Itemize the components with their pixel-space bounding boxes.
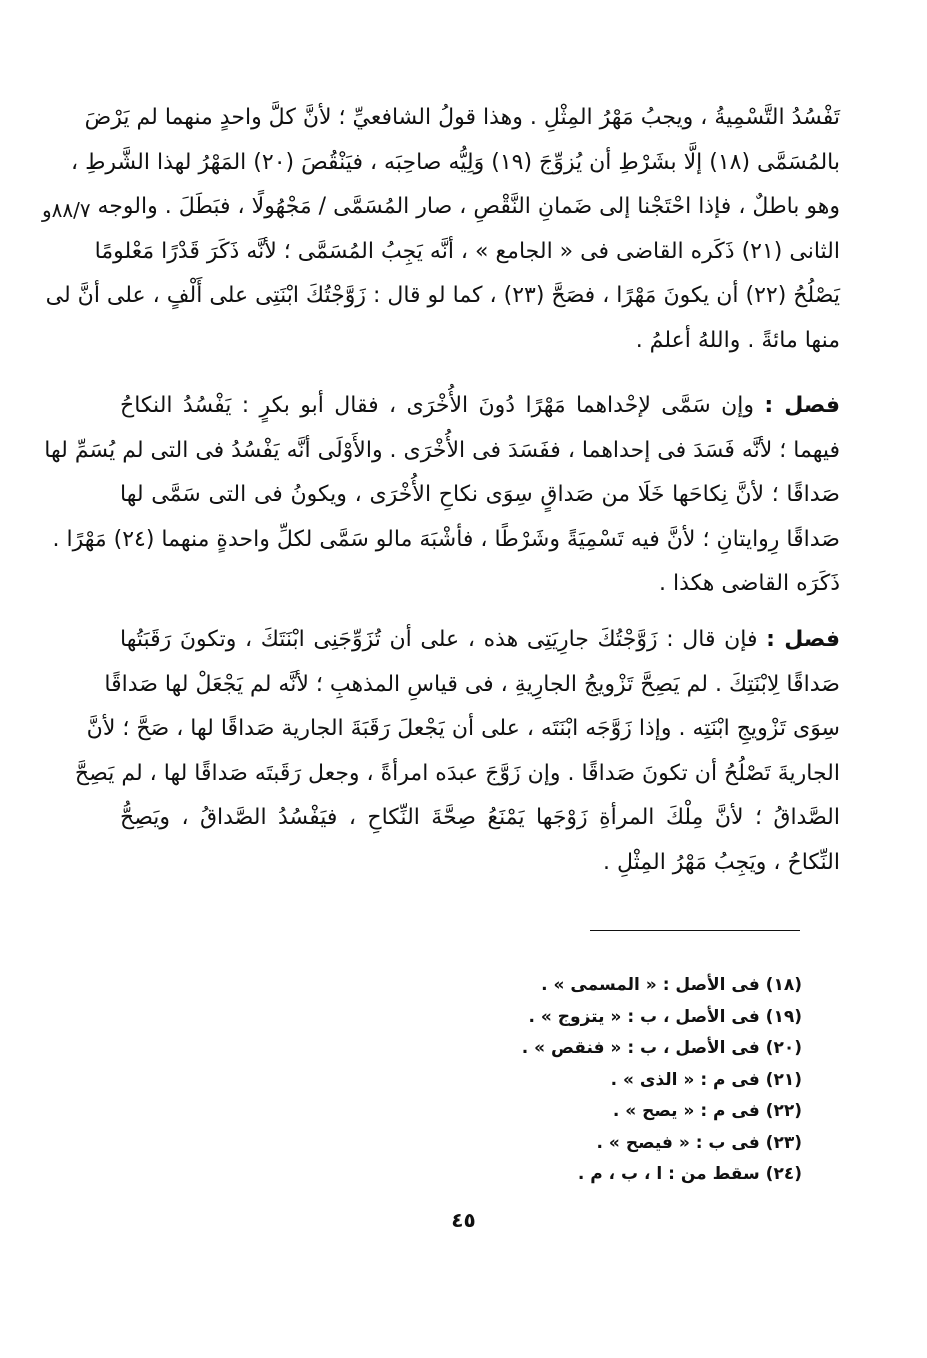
text-line-with-heading xyxy=(120,618,840,663)
section-heading: فصل : xyxy=(764,393,840,418)
margin-folio-reference: ٨٨/٧و xyxy=(42,198,91,222)
text-line: النِّكاحُ ، ويَجِبُ مَهْرُ المِثْلِ . xyxy=(602,849,840,875)
footnote: (١٨) فى الأصل : « المسمى » . xyxy=(541,975,802,995)
text-line: صَداقًا لِابْنَتِكَ . لم يَصِحَّ تَزْويجُ الجارِيةِ ، فى قياسِ المذهبِ ؛ لأنَّه لم يَجْعَلْ لها صَداقًا xyxy=(104,671,840,697)
text-line: تَفْسُدُ التَّسْمِيةُ ، ويجبُ مَهْرُ المِثْلِ . وهذا قولُ الشافعيِّ ؛ لأنَّ كلَّ واحدٍ منهما لم يَرْضَ xyxy=(84,105,840,130)
text-line-with-heading xyxy=(120,384,840,429)
text-line: الجاريةَ تَصْلُحُ أن تكونَ صَداقًا . وإن زَوَّجَ عبدَه امرأةً ، وجعل رَقَبتَه صَداقًا لها ، لم يَصِحَّ xyxy=(74,760,840,786)
text-line: بالمُسَمَّى (١٨) إلَّا بشَرْطِ أن يُزوِّجَ (١٩) وَلِيُّه صاحِبَه ، فيَنْقُصَ (٢٠) المَهْرُ لهذا الشَّرطِ ، xyxy=(70,149,840,175)
text-line: يَصْلُحُ (٢٢) أن يكونَ مَهْرًا ، فصَحَّ (٢٣) ، كما لو قال : زَوَّجْتُكَ ابْنَتِى على أَلْفٍ ، على أنَّ لى xyxy=(45,283,840,308)
footnote: (٢٣) فى ب : « فيصح » . xyxy=(596,1132,802,1153)
text-line: فإن قال : زَوَّجْتُكَ جارِيَتِى هذه ، على أن تُزَوِّجَنِى ابْنَتَكَ ، وتكونَ رَقَبَتُها xyxy=(120,627,758,652)
text-line: فيهما ؛ لأنَّه فَسَدَ فى إحداهما ، ففَسَدَ فى الأُخْرَى . والأَوْلَى أنَّه يَفْسُدُ فى التى لم يُسَمِّ لها xyxy=(44,437,840,463)
footnote-separator xyxy=(590,930,800,931)
text-line: منها مائةً . واللهُ أعلمُ . xyxy=(635,327,840,353)
paragraph-2 xyxy=(44,384,840,607)
footnote: (٢٠) فى الأصل ، ب : « فنقص » . xyxy=(521,1038,802,1058)
text-line: صَداقًا رِوايتانِ ؛ لأنَّ فيه تَسْمِيَةً وشَرْطًا ، فأشْبَهَ مالو سَمَّى لكلِّ واحدةٍ منهما (٢٤) مَهْرًا . xyxy=(52,526,840,552)
text-line: الصَّداقُ ؛ لأنَّ مِلْكَ المرأةِ زَوْجَها يَمْنَعُ صِحَّةَ النِّكاحِ ، فيَفْسُدُ الصَّداقُ ، ويَصِحُّ xyxy=(120,805,840,830)
text-line: الثانى (٢١) ذَكَره القاضى فى « الجامع » ، أنَّه يَجِبُ المُسَمَّى ؛ لأنَّه ذَكَرَ قَدْرًا مَعْلومًا xyxy=(94,238,840,264)
text-line: وهو باطلٌ ، فإذا احْتَجْنا إلى ضَمانِ النَّقْصِ ، صار المُسَمَّى / مَجْهُولًا ، فبَطَلَ . والوجه xyxy=(97,194,840,219)
paragraph-3 xyxy=(74,618,840,885)
footnote: (١٩) فى الأصل ، ب : « يتزوج » . xyxy=(528,1006,802,1027)
footnote: (٢٤) سقط من : ا ، ب ، م . xyxy=(577,1164,802,1184)
text-line: ذَكَرَه القاضى هكذا . xyxy=(659,571,840,596)
footnote: (٢٢) فى م : « يصح » . xyxy=(612,1101,802,1121)
text-line: سِوَى تَزْويجِ ابْنَتِه . وإذا زَوَّجَه ابْنَتَه ، على أن يَجْعلَ رَقَبَةَ الجارية صَداقًا لها ، صَحَّ ؛ لأنَّ xyxy=(86,716,840,741)
footnote: (٢١) فى م : « الذى » . xyxy=(610,1069,802,1090)
page-number: ٤٥ xyxy=(451,1208,476,1232)
section-heading: فصل : xyxy=(766,627,840,652)
footnotes xyxy=(402,970,802,1191)
text-line: وإن سَمَّى لإحْداهما مَهْرًا دُونَ الأُخْرَى ، فقال أبو بكرٍ : يَفْسُدُ النكاحُ xyxy=(120,393,755,418)
text-line: صَداقًا ؛ لأنَّ نِكاحَها خَلَا من صَداقٍ سِوَى نكاحِ الأُخْرَى ، ويكونُ فى التى سَمَّى لها xyxy=(120,482,840,507)
